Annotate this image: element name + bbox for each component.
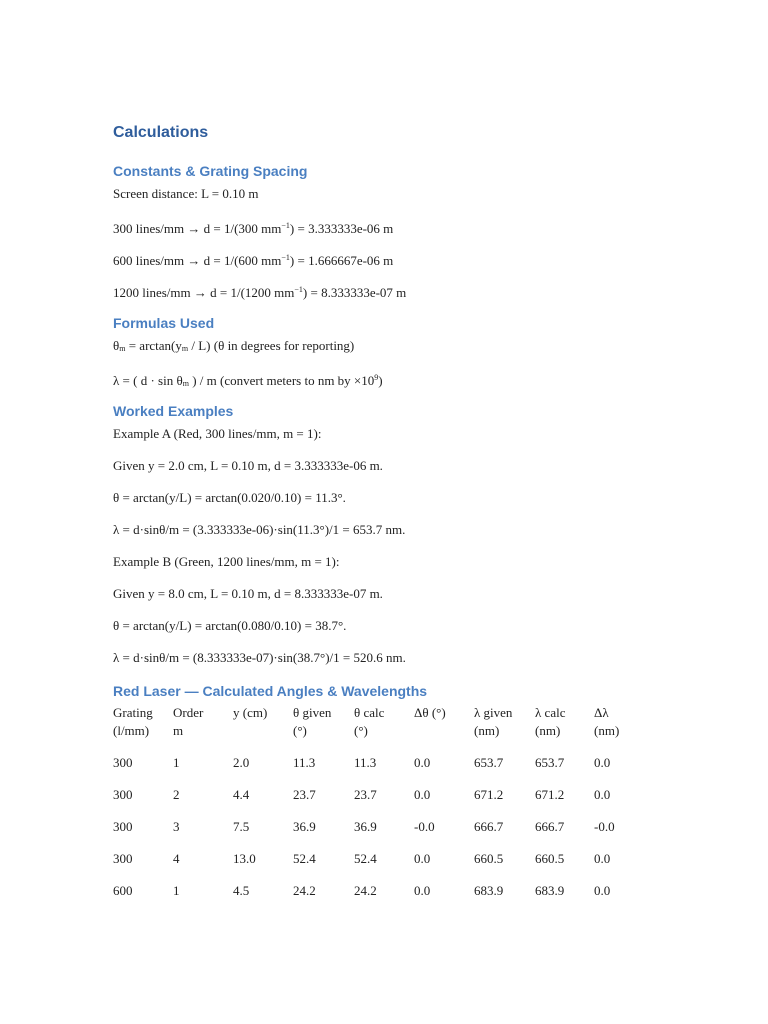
table-cell: 0.0	[594, 755, 611, 770]
spacing-600-text: 600 lines/mm → d = 1/(600 $mm^{-1}) = 1.666667e-06$ m	[113, 253, 394, 268]
table-cell: 0.0	[594, 883, 611, 898]
column-header: Grating (l/mm)	[113, 705, 153, 738]
table-cell: 11.3	[354, 755, 377, 770]
example-line: Example B (Green, 1200 lines/mm, m = 1):	[113, 554, 340, 569]
table-header-row	[113, 704, 654, 754]
table-cell: 13.0	[233, 851, 256, 866]
screen-distance-text: Screen distance: L = 0.10 m	[113, 186, 259, 201]
table-cell: 300	[113, 819, 133, 834]
table-cell: 3	[173, 819, 180, 834]
formula-angle: $\theta_m = \arctan(y_m / L)$ (θ in degrees for reporting)	[113, 338, 355, 353]
column-header: Order m	[173, 705, 204, 738]
table-cell: -0.0	[594, 819, 615, 834]
table-cell: 23.7	[354, 787, 377, 802]
table-cell: 300	[113, 755, 133, 770]
column-header: Δθ (°)	[414, 705, 446, 720]
table-cell: 683.9	[535, 883, 565, 898]
table-row	[113, 818, 654, 850]
column-header: y (cm)	[233, 705, 268, 720]
table-cell: 4.5	[233, 883, 250, 898]
table-cell: 2.0	[233, 755, 250, 770]
spacing-300-text: 300 lines/mm → d = 1/(300 $mm^{-1}) = 3.333333e-06$ m	[113, 221, 394, 236]
table-row	[113, 754, 654, 786]
examples-heading: Worked Examples	[113, 403, 234, 419]
table-cell: 660.5	[474, 851, 504, 866]
table-cell: 0.0	[414, 851, 431, 866]
formula-wavelength: λ = ( $d \cdot \sin \theta_m$ ) / m (convert meters to nm by $\times 10^9$)	[113, 373, 383, 388]
table-cell: 23.7	[293, 787, 316, 802]
table-cell: 36.9	[293, 819, 316, 834]
table-cell: 24.2	[293, 883, 316, 898]
column-header: θ calc (°)	[354, 705, 385, 738]
table-cell: 653.7	[474, 755, 504, 770]
table-cell: 36.9	[354, 819, 377, 834]
table-cell: 4.4	[233, 787, 250, 802]
table-cell: 11.3	[293, 755, 316, 770]
table-cell: 0.0	[414, 755, 431, 770]
table-cell: 660.5	[535, 851, 565, 866]
table-cell: 0.0	[594, 851, 611, 866]
column-header: θ given (°)	[293, 705, 332, 738]
table-cell: 0.0	[414, 787, 431, 802]
table-cell: 1	[173, 883, 180, 898]
table-cell: 24.2	[354, 883, 377, 898]
table-cell: 0.0	[414, 883, 431, 898]
example-line: θ = arctan(y/L) = arctan(0.020/0.10) = 11.3°.	[113, 490, 346, 505]
red-laser-table	[113, 704, 654, 914]
column-header: λ given (nm)	[474, 705, 513, 738]
spacing-1200-text: 1200 lines/mm → d = 1/(1200 $mm^{-1}) = 8.333333e-07$ m	[113, 285, 407, 300]
table-cell: 666.7	[535, 819, 565, 834]
red-table-heading: Red Laser — Calculated Angles & Wavelengths	[113, 683, 428, 699]
table-cell: 1	[173, 755, 180, 770]
table-cell: 671.2	[474, 787, 504, 802]
table-cell: 52.4	[293, 851, 316, 866]
example-line: Given y = 2.0 cm, L = 0.10 m, d = 3.333333e-06 m.	[113, 458, 383, 473]
table-cell: 7.5	[233, 819, 250, 834]
table-row	[113, 786, 654, 818]
table-cell: 300	[113, 787, 133, 802]
example-line: θ = arctan(y/L) = arctan(0.080/0.10) = 38.7°.	[113, 618, 347, 633]
constants-heading: Constants & Grating Spacing	[113, 163, 308, 179]
table-cell: 653.7	[535, 755, 565, 770]
table-cell: 600	[113, 883, 133, 898]
page-title: Calculations	[113, 124, 209, 141]
example-line: λ = d·sinθ/m = (3.333333e-06)·sin(11.3°)/1 = 653.7 nm.	[113, 522, 406, 537]
example-line: λ = d·sinθ/m = (8.333333e-07)·sin(38.7°)/1 = 520.6 nm.	[113, 650, 406, 665]
table-cell: -0.0	[414, 819, 435, 834]
table-cell: 4	[173, 851, 180, 866]
table-cell: 2	[173, 787, 180, 802]
table-cell: 300	[113, 851, 133, 866]
table-row	[113, 882, 654, 914]
table-cell: 0.0	[594, 787, 611, 802]
example-line: Example A (Red, 300 lines/mm, m = 1):	[113, 426, 322, 441]
table-row	[113, 850, 654, 882]
table-cell: 52.4	[354, 851, 377, 866]
formulas-heading: Formulas Used	[113, 315, 215, 331]
table-cell: 683.9	[474, 883, 504, 898]
column-header: Δλ (nm)	[594, 705, 620, 738]
column-header: λ calc (nm)	[535, 705, 566, 738]
table-cell: 671.2	[535, 787, 565, 802]
example-line: Given y = 8.0 cm, L = 0.10 m, d = 8.333333e-07 m.	[113, 586, 383, 601]
table-cell: 666.7	[474, 819, 504, 834]
